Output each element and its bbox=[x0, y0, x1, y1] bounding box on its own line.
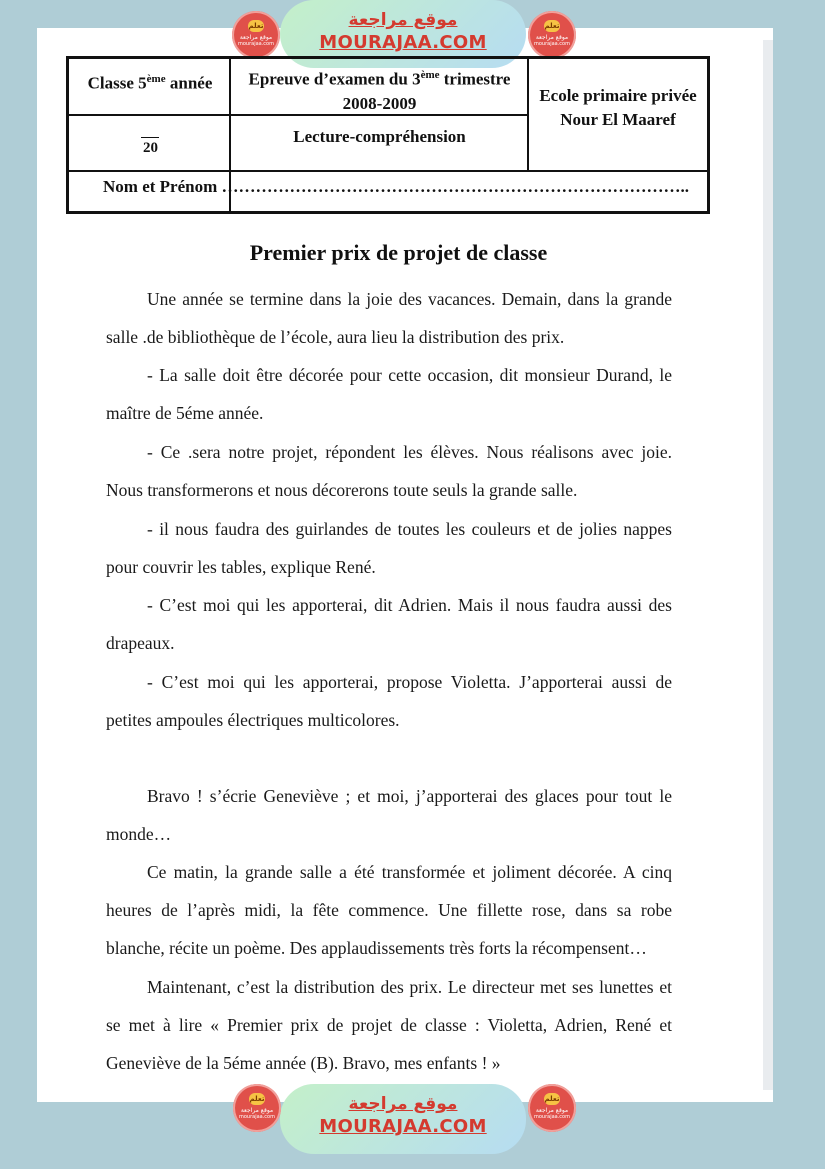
paragraph: - il nous faudra des guirlandes de toutes les couleurs et de jolies nappes pour couvrir les tables, explique René. bbox=[106, 519, 672, 577]
watermark-banner-bottom[interactable] bbox=[280, 1084, 526, 1154]
watermark-logo-icon: تعلم موقع مراجعة mourajaa.com bbox=[528, 1084, 576, 1132]
watermark-logo-icon: تعلم موقع مراجعة mourajaa.com bbox=[232, 11, 280, 59]
paragraph: Maintenant, c’est la distribution des prix. Le directeur met ses lunettes et se met à lire « Premier prix de projet de classe : Violetta, Adrien, René et Geneviève de la 5éme année (B). Bravo, mes enfants ! » bbox=[106, 977, 672, 1073]
watermark-logo-icon: تعلم موقع مراجعة mourajaa.com bbox=[528, 11, 576, 59]
paragraph: - La salle doit être décorée pour cette occasion, dit monsieur Durand, le maître de 5éme année. bbox=[106, 365, 672, 423]
watermark-logo-icon: تعلم موقع مراجعة mourajaa.com bbox=[233, 1084, 281, 1132]
watermark-site: MOURAJAA.COM bbox=[319, 1116, 487, 1137]
exam-header-table bbox=[66, 56, 710, 214]
student-name-field[interactable]: Nom et Prénom ……………………………………………………………………….. bbox=[103, 177, 689, 196]
school-name: Ecole primaire privée Nour El Maaref bbox=[539, 86, 697, 129]
exam-title: Epreuve d’examen du 3ème trimestre 2008-2009 bbox=[231, 59, 528, 115]
school-year: 2008-2009 bbox=[342, 93, 417, 113]
class-level: Classe 5ème année bbox=[87, 73, 213, 93]
paragraph: Une année se termine dans la joie des vacances. Demain, dans la grande salle .de bibliothèque de l’école, aura lieu la distribution des prix. bbox=[106, 289, 672, 347]
sheet-edge bbox=[763, 40, 773, 1090]
watermark-arabic: موقع مراجعة bbox=[348, 1094, 458, 1114]
paragraph: - C’est moi qui les apporterai, propose Violetta. J’apporterai aussi de petites ampoules électriques multicolores. bbox=[106, 672, 672, 730]
watermark-arabic: موقع مراجعة bbox=[348, 10, 458, 30]
paragraph: Ce matin, la grande salle a été transformée et joliment décorée. A cinq heures de l’après midi, la fête commence. Une fillette rose, dans sa robe blanche, récite un poème. Des applaudissements très forts la récompensent… bbox=[106, 862, 672, 958]
watermark-site: MOURAJAA.COM bbox=[319, 32, 487, 53]
paragraph: Bravo ! s’écrie Geneviève ; et moi, j’apporterai des glaces pour tout le monde… bbox=[106, 786, 672, 844]
paragraph: - C’est moi qui les apporterai, dit Adrien. Mais il nous faudra aussi des drapeaux. bbox=[106, 595, 672, 653]
subject-label: Lecture-compréhension bbox=[293, 127, 466, 146]
text-title: Premier prix de projet de classe bbox=[249, 240, 548, 265]
paragraph: - Ce .sera notre projet, répondent les élèves. Nous réalisons avec joie. Nous transformerons et nous décorerons toute seuls la grande salle. bbox=[106, 442, 672, 500]
score-field[interactable]: 20 bbox=[69, 115, 231, 171]
